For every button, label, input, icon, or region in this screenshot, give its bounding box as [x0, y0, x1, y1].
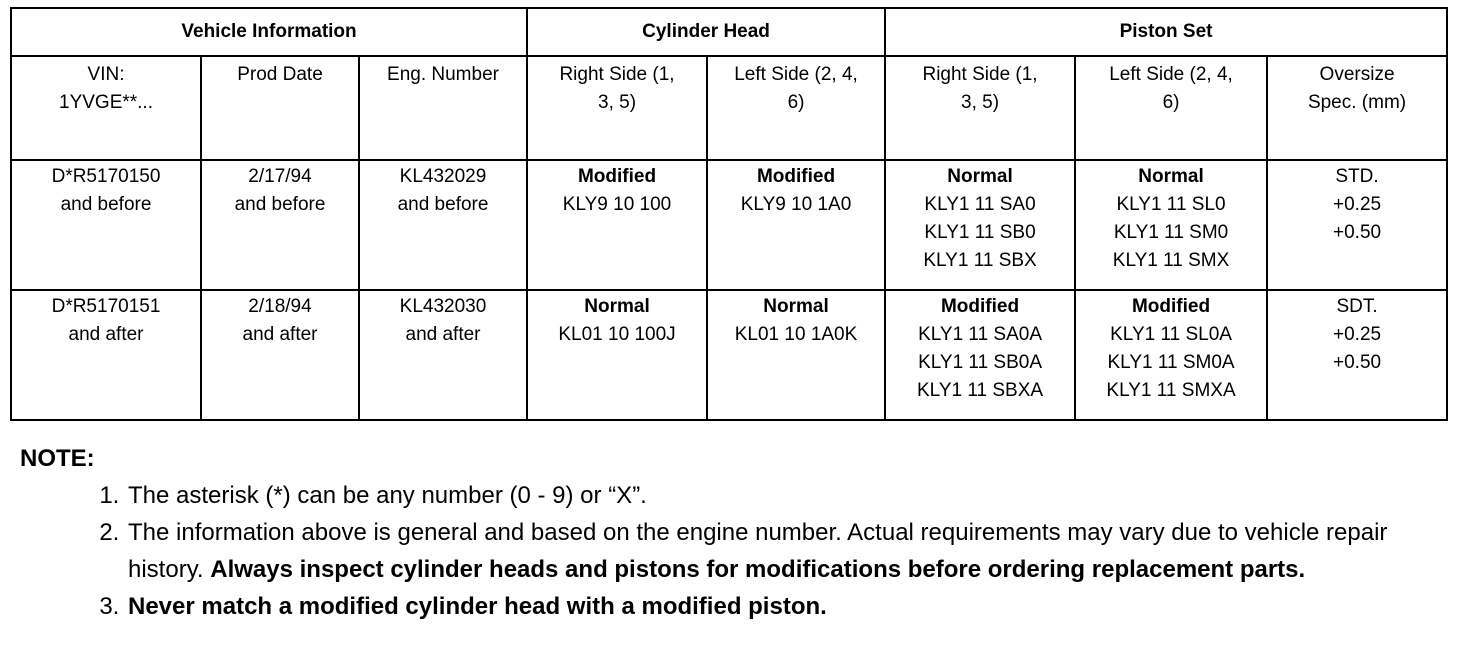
- cell-line: D*R5170150: [51, 166, 161, 187]
- cell-line: D*R5170151: [51, 296, 161, 317]
- cell-line: Oversize: [1319, 64, 1395, 85]
- cell-line: Prod Date: [237, 64, 323, 85]
- cell-oversize: [1267, 160, 1447, 290]
- cell-line: 2/18/94: [248, 296, 312, 317]
- part-status: Normal: [1138, 166, 1204, 187]
- cell-line: and before: [234, 194, 326, 215]
- part-number: KLY1 11 SM0: [1113, 222, 1229, 243]
- col-vin: [11, 56, 201, 160]
- cell-head-left: [707, 160, 885, 290]
- cell-line: and after: [68, 324, 144, 345]
- group-header-row: [11, 8, 1447, 56]
- cell-head-left: [707, 290, 885, 420]
- cell-oversize: [1267, 290, 1447, 420]
- part-status: Modified: [1131, 296, 1211, 317]
- cell-line: Right Side (1,: [922, 64, 1038, 85]
- note-emphasis: Never match a modified cylinder head with a modified piston.: [128, 593, 827, 620]
- part-number: KLY1 11 SM0A: [1107, 352, 1235, 373]
- cell-head-right: [527, 290, 707, 420]
- cell-line: KL432029: [399, 166, 487, 187]
- cell-line: STD.: [1335, 166, 1379, 187]
- note-item: [126, 514, 1450, 588]
- part-number: KLY1 11 SL0: [1116, 194, 1226, 215]
- parts-spec-table: [10, 7, 1448, 421]
- column-header-row: [11, 56, 1447, 160]
- part-number: KLY1 11 SBXA: [917, 380, 1044, 401]
- cell-line: VIN:: [87, 64, 125, 85]
- cell-eng-number: [359, 160, 527, 290]
- cell-piston-right: [885, 290, 1075, 420]
- cell-line: 6): [1162, 92, 1180, 113]
- cylinder-head-header: Cylinder Head: [527, 8, 885, 56]
- cell-line: +0.50: [1333, 222, 1382, 243]
- cell-piston-right: [885, 160, 1075, 290]
- cell-line: and before: [60, 194, 152, 215]
- cell-piston-left: [1075, 160, 1267, 290]
- part-number: KLY9 10 100: [562, 194, 672, 215]
- note-item: [126, 588, 1450, 625]
- piston-set-header: Piston Set: [885, 8, 1447, 56]
- col-oversize-spec: [1267, 56, 1447, 160]
- cell-line: 3, 5): [961, 92, 1000, 113]
- note-text: The asterisk (*) can be any number (0 - 9) or “X”.: [128, 482, 647, 509]
- part-number: KLY1 11 SMXA: [1106, 380, 1236, 401]
- part-status: Normal: [584, 296, 650, 317]
- cell-line: Left Side (2, 4,: [1109, 64, 1233, 85]
- notes-list: [20, 477, 1450, 625]
- cell-line: and before: [397, 194, 489, 215]
- note-item: [126, 477, 1450, 514]
- part-number: KL01 10 100J: [558, 324, 676, 345]
- part-status: Modified: [940, 296, 1020, 317]
- note-text: The information above is general and based on the engine number. Actual requirements may vary due to vehicle repair history.: [128, 519, 1388, 583]
- part-status: Modified: [577, 166, 657, 187]
- col-piston-left-side: [1075, 56, 1267, 160]
- col-piston-right-side: [885, 56, 1075, 160]
- part-number: KLY1 11 SBX: [923, 250, 1037, 271]
- part-status: Normal: [947, 166, 1013, 187]
- part-number: KLY1 11 SB0A: [918, 352, 1042, 373]
- col-eng-number: [359, 56, 527, 160]
- cell-line: and after: [242, 324, 318, 345]
- cell-line: +0.50: [1333, 352, 1382, 373]
- cell-line: Right Side (1,: [559, 64, 675, 85]
- cell-line: SDT.: [1336, 296, 1378, 317]
- cell-head-right: [527, 160, 707, 290]
- cell-line: KL432030: [399, 296, 487, 317]
- part-number: KLY1 11 SB0: [924, 222, 1036, 243]
- part-number: KL01 10 1A0K: [734, 324, 858, 345]
- cell-line: and after: [405, 324, 481, 345]
- cell-vin: [11, 290, 201, 420]
- col-head-left-side: [707, 56, 885, 160]
- part-number: KLY1 11 SA0: [924, 194, 1036, 215]
- notes-section: [20, 440, 1450, 625]
- notes-title: NOTE:: [20, 445, 95, 472]
- part-status: Modified: [756, 166, 836, 187]
- col-head-right-side: [527, 56, 707, 160]
- cell-line: Eng. Number: [387, 64, 499, 85]
- cell-prod-date: [201, 160, 359, 290]
- part-number: KLY9 10 1A0: [740, 194, 852, 215]
- vehicle-information-header: Vehicle Information: [11, 8, 527, 56]
- cell-line: 2/17/94: [248, 166, 312, 187]
- cell-prod-date: [201, 290, 359, 420]
- part-number: KLY1 11 SL0A: [1110, 324, 1232, 345]
- note-emphasis: Always inspect cylinder heads and pistons for modifications before ordering replacement parts.: [210, 556, 1306, 583]
- part-number: KLY1 11 SA0A: [918, 324, 1042, 345]
- cell-vin: [11, 160, 201, 290]
- cell-eng-number: [359, 290, 527, 420]
- cell-line: 1YVGE**...: [59, 92, 153, 113]
- cell-line: 3, 5): [598, 92, 637, 113]
- cell-line: 6): [787, 92, 805, 113]
- table-row: [11, 290, 1447, 420]
- part-number: KLY1 11 SMX: [1112, 250, 1230, 271]
- col-prod-date: [201, 56, 359, 160]
- table-row: [11, 160, 1447, 290]
- cell-line: +0.25: [1333, 194, 1382, 215]
- cell-line: Left Side (2, 4,: [734, 64, 858, 85]
- cell-line: Spec. (mm): [1307, 92, 1407, 113]
- cell-line: +0.25: [1333, 324, 1382, 345]
- cell-piston-left: [1075, 290, 1267, 420]
- part-status: Normal: [763, 296, 829, 317]
